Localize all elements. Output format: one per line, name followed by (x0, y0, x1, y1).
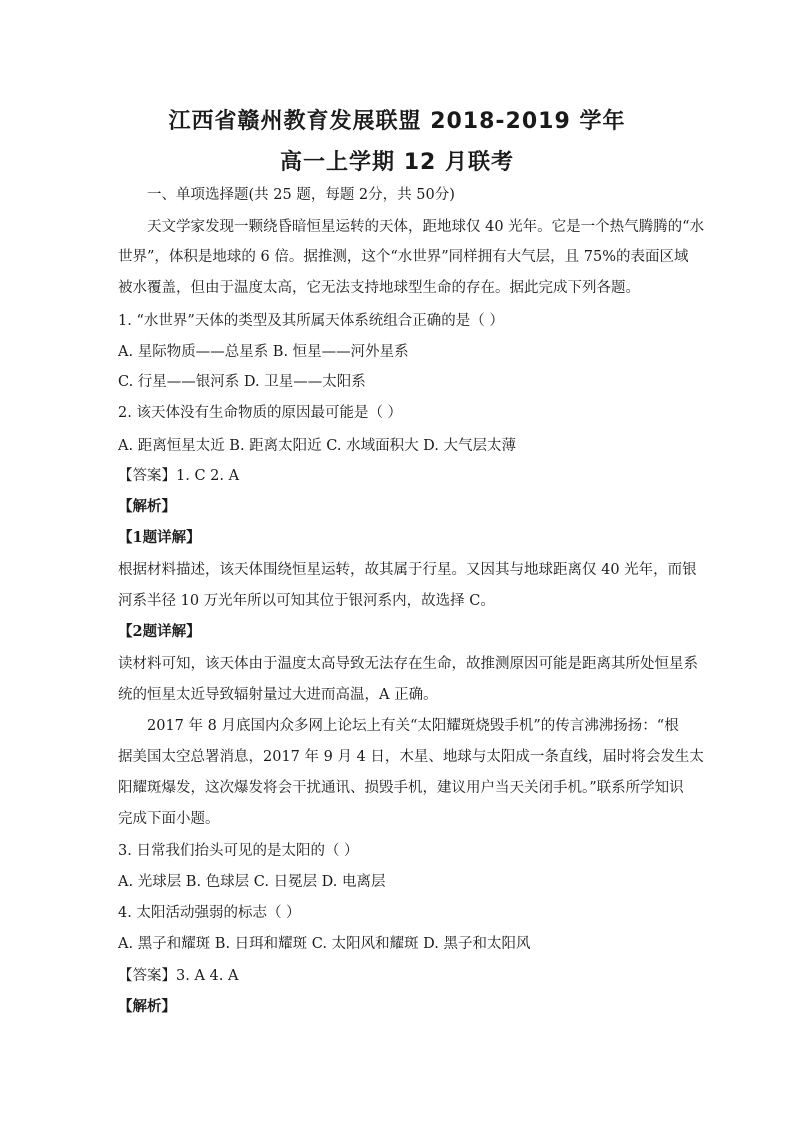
answer-1: 【答案】1. C 2. A (118, 468, 240, 484)
passage2-line-2: 据美国太空总署消息，2017 年 9 月 4 日，木星、地球与太阳成一条直线，届时将会发生太 (118, 749, 704, 765)
title-line-1: 江西省赣州教育发展联盟 2018-2019 学年 (168, 109, 626, 134)
detail-2-line-2: 统的恒星太近导致辐射量过大进而高温，A 正确。 (118, 687, 438, 703)
detail-1-heading: 【1题详解】 (118, 529, 201, 546)
q4-options: A. 黑子和耀斑 B. 日珥和耀斑 C. 太阳风和耀斑 D. 黑子和太阳风 (118, 936, 531, 952)
title-line-2: 高一上学期 12 月联考 (280, 150, 514, 175)
answer-2: 【答案】3. A 4. A (118, 968, 239, 984)
analysis-heading-2: 【解析】 (118, 998, 176, 1015)
q2-stem: 2. 该天体没有生命物质的原因最可能是（ ） (118, 405, 403, 421)
passage1-line-1: 天文学家发现一颗绕昏暗恒星运转的天体，距地球仅 40 光年。它是一个热气腾腾的“水 (147, 219, 705, 235)
passage1-line-3: 被水覆盖，但由于温度太高，它无法支持地球型生命的存在。据此完成下列各题。 (118, 280, 640, 296)
detail-2-line-1: 读材料可知，该天体由于温度太高导致无法存在生命，故推测原因可能是距离其所处恒星系 (118, 656, 698, 672)
detail-1-line-1: 根据材料描述，该天体围绕恒星运转，故其属于行星。又因其与地球距离仅 40 光年，而银 (118, 562, 697, 578)
q1-options-line-1: A. 星际物质——总星系 B. 恒星——河外星系 (118, 344, 409, 360)
passage2-line-4: 完成下面小题。 (118, 811, 220, 827)
section-heading: 一、单项选择题(共 25 题，每题 2分，共 50分) (147, 187, 455, 203)
analysis-heading-1: 【解析】 (118, 498, 176, 515)
q2-options: A. 距离恒星太近 B. 距离太阳近 C. 水域面积大 D. 大气层太薄 (118, 438, 517, 454)
q1-stem: 1. “水世界”天体的类型及其所属天体系统组合正确的是（ ） (118, 313, 504, 329)
passage1-line-2: 世界”，体积是地球的 6 倍。据推测，这个“水世界”同样拥有大气层，且 75%的表面区域 (118, 249, 689, 265)
passage2-line-1: 2017 年 8 月底国内众多网上论坛上有关“太阳耀斑烧毁手机”的传言沸沸扬扬：“根 (147, 718, 679, 734)
passage2-line-3: 阳耀斑爆发，这次爆发将会干扰通讯、损毁手机，建议用户当天关闭手机。”联系所学知识 (118, 780, 684, 796)
detail-1-line-2: 河系半径 10 万光年所以可知其位于银河系内，故选择 C。 (118, 593, 495, 609)
q1-options-line-2: C. 行星——银河系 D. 卫星——太阳系 (118, 374, 366, 390)
q4-stem: 4. 太阳活动强弱的标志（ ） (118, 905, 301, 921)
q3-stem: 3. 日常我们抬头可见的是太阳的（ ） (118, 843, 359, 859)
detail-2-heading: 【2题详解】 (118, 623, 201, 640)
q3-options: A. 光球层 B. 色球层 C. 日冕层 D. 电离层 (118, 874, 386, 890)
